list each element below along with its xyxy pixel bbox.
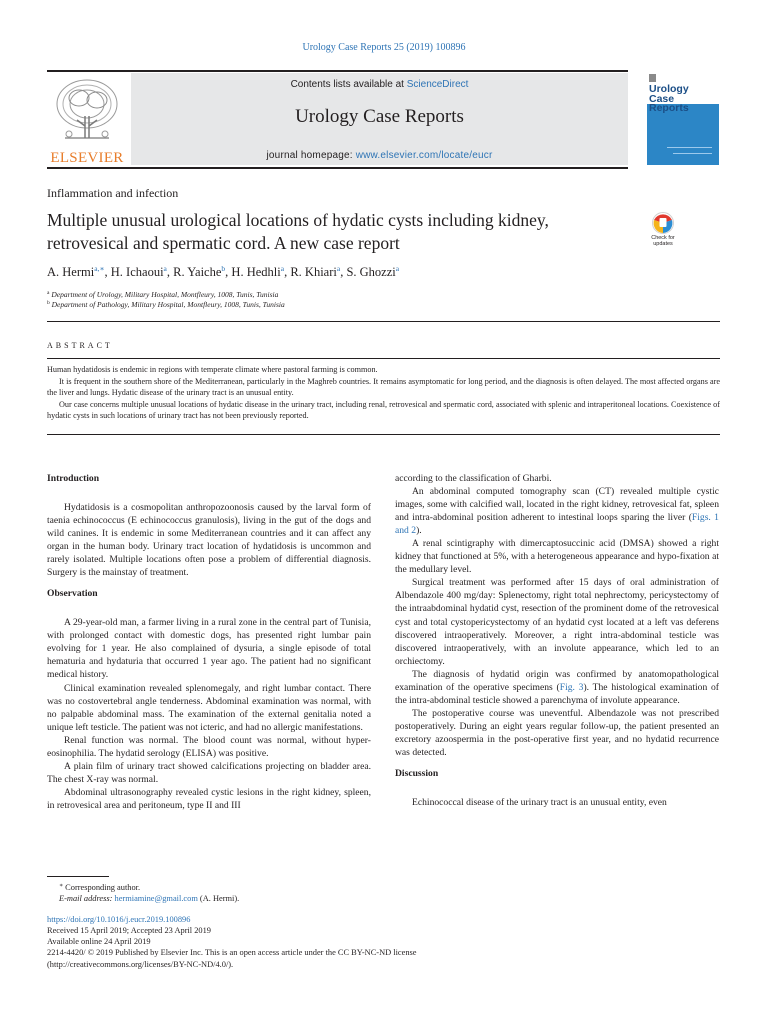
cover-title-line: Reports [649, 102, 689, 114]
email-label: E-mail address: [59, 894, 115, 904]
author-affiliation-mark[interactable]: a [395, 264, 400, 273]
section-divider [47, 321, 720, 322]
license-url: (http://creativecommons.org/licenses/BY-NC-ND/4.0/). [47, 959, 234, 969]
affiliation [47, 300, 285, 309]
abstract-paragraph: Human hydatidosis is endemic in regions with temperate climate where pastoral farming is common. [47, 365, 378, 374]
abstract-paragraph: It is frequent in the southern shore of the Mediterranean, particularly in the Maghreb countries. It remains asymptomatic for long period, and the diagnosis is often delayed. The most affected organs are the liver and lungs. Hydatic disease of the urinary tract is an unusual entity. [47, 376, 720, 397]
author-affiliation-mark[interactable]: b [221, 264, 226, 273]
email-note [47, 893, 507, 904]
journal-title-panel [131, 73, 628, 165]
cover-title [649, 85, 717, 114]
crossmark-icon [645, 211, 681, 236]
author-affiliation-mark[interactable]: a [163, 264, 167, 273]
affiliation-mark: a [47, 290, 50, 296]
author-affiliation-mark[interactable]: a,∗ [94, 264, 105, 273]
body-text: ). The histological examination of the intra-abdominal testicle showed a parenchyma of involute appearance. [395, 681, 719, 706]
article-title [47, 209, 627, 255]
contents-prefix: Contents lists available at [290, 79, 407, 90]
figure-reference-link[interactable]: Figs. 1 and 2 [395, 512, 719, 537]
body-paragraph: according to the classification of Gharbi. [395, 473, 552, 484]
affiliation-text: Department of Pathology, Military Hospital, Montfleury, 1008, Tunis, Tunisia [51, 300, 285, 309]
affiliation [47, 290, 278, 299]
author-name[interactable]: H. Ichaoui [110, 265, 164, 279]
elsevier-tree-icon [51, 76, 123, 146]
title-line: Multiple unusual urological locations of hydatic cysts including kidney, [47, 210, 549, 230]
body-text: ). [416, 525, 422, 537]
cover-title-line: Case [649, 92, 675, 105]
header-bottom-rule [47, 167, 628, 169]
body-paragraph: A renal scintigraphy with dimercaptosuccinic acid (DMSA) showed a right kidney that functioned at 5%, with a heterogeneous appearance and hypo-fixation at the medullary level. [395, 538, 719, 576]
author-name[interactable]: R. Khiari [290, 265, 337, 279]
cover-decoration [667, 147, 712, 151]
contents-line [131, 79, 628, 90]
header-top-rule [47, 70, 628, 72]
crossmark-label [645, 236, 681, 247]
body-paragraph: The postoperative course was uneventful. Albendazole was not prescribed postoperatively. During an eight years regular follow-up, the patient presented an excretory azoospermia in the post-operative first year, and no hydatid recurrence was detected. [395, 707, 719, 758]
journal-citation-link[interactable]: Urology Case Reports 25 (2019) 100896 [302, 42, 466, 53]
abstract-bottom-rule [47, 434, 720, 435]
author-name[interactable]: S. Ghozzi [346, 265, 396, 279]
body-text: The diagnosis of hydatid origin was confirmed by anatomopathological examination of the operative specimens ( [395, 668, 719, 693]
footnote-mark: ∗ [59, 883, 64, 889]
cover-decoration [673, 153, 712, 156]
journal-cover-thumbnail[interactable] [647, 71, 719, 165]
author-name[interactable]: H. Hedhli [231, 265, 281, 279]
affiliation-mark: b [47, 300, 50, 306]
footnote-rule [47, 876, 109, 877]
author-affiliation-mark[interactable]: a [280, 264, 285, 273]
author-name[interactable]: A. Hermi [47, 265, 95, 279]
body-paragraph: Abdominal ultrasonography revealed cystic lesions in the right kidney, spleen, in retrovesical area and peritoneum, type II and III [47, 786, 371, 811]
left-column [47, 472, 371, 812]
abstract-paragraph: Our case concerns multiple unusual locations of hydatic disease in the urinary tract, including renal, retrovesical and spermatic cord, associated with splenic and intraperitoneal locations. Coexistence of hydatic cysts in such locations of urinary tract has not been previously reported. [47, 399, 720, 420]
journal-header [47, 70, 628, 167]
body-paragraph [395, 668, 719, 707]
article-category: Inflammation and infection [47, 186, 179, 200]
author-affiliation-mark[interactable]: a [336, 264, 341, 273]
corresponding-author-note [47, 881, 507, 893]
abstract-heading: ABSTRACT [47, 341, 113, 350]
homepage-line [131, 150, 628, 161]
figure-reference-link[interactable]: Fig. 3 [559, 681, 584, 693]
elsevier-logo [47, 76, 127, 164]
body-text: An abdominal computed tomography scan (CT) revealed multiple cystic images, some with calcified wall, located in the right kidney, retrovesical fat, spleen and intra-abdominal position adherent to intestinal loops sparing the liver ( [395, 486, 719, 524]
cover-title-area [647, 71, 719, 114]
crossmark-label-line: Check for [651, 235, 675, 241]
crossmark-label-line: updates [653, 240, 673, 247]
body-paragraph: Hydatidosis is a cosmopolitan anthropozoonosis caused by the larval form of taenia echinococcus (E echinococcus granulosis), living in the gut of the dogs and wild canines. It is endemic in some Mediterranean countries and it can affect any organ in the human body. Urinary tract location of hydatidosis is uncommon and rarely isolated. Multiple locations often pose a problem of differential diagnosis. Surgery is the mainstay of treatment. [47, 502, 371, 579]
affiliation-text: Department of Urology, Military Hospital, Montfleury, 1008, Tunis, Tunisia [51, 290, 279, 299]
body-paragraph: Echinococcal disease of the urinary tract is an unusual entity, even [412, 797, 667, 809]
elsevier-mini-icon [649, 74, 656, 82]
license-statement: 2214-4420/ © 2019 Published by Elsevier Inc. This is an open access article under the CC BY-NC-ND license [47, 948, 417, 958]
email-suffix: (A. Hermi). [197, 894, 240, 904]
abstract-body [47, 364, 720, 422]
body-paragraph: Clinical examination revealed splenomegaly, and right lumbar contact. There was no costovertebral angle tenderness. Abdominal examination was normal, with no palpable abdominal mass. The examination of the external genitalia noted a unique left testicle. The patient was not icteric, and had no allergic manifestations. [47, 682, 371, 733]
title-line: retrovesical and spermatic cord. A new case report [47, 233, 400, 253]
section-heading-introduction: Introduction [47, 473, 100, 484]
author-list: A. Hermi$^{a,∗}$, H. Ichaoui$^a$, R. Yaiche$^b$, H. Hedhli$^a$, R. Khiari$^a$, S. Ghozzi$^a$ [47, 264, 400, 279]
journal-name: Urology Case Reports [295, 106, 464, 127]
homepage-prefix: journal homepage: [266, 150, 356, 161]
elsevier-wordmark: ELSEVIER [50, 150, 124, 166]
body-paragraph [395, 485, 719, 537]
right-column [395, 472, 719, 809]
section-heading-discussion: Discussion [395, 768, 439, 780]
body-paragraph: Surgical treatment was performed after 15 days of oral administration of Albendazole 400 mg/day: Splenectomy, right total nephrectomy, pericystectomy of the intraabdominal hydatid cyst, resection of the prominent dome of the retrovesical cyst and total cystopericystectomy of an hydatid cyst located at a left vas deferens discovered intraoperatively. Moreover, a right intra-abdominal testicle was discovered intraoperatively, with an involute appearance, which led to an orchiectomy. [395, 577, 719, 667]
author-name[interactable]: R. Yaiche [173, 265, 222, 279]
doi-link[interactable]: https://doi.org/10.1016/j.eucr.2019.100896 [47, 914, 191, 924]
abstract-divider [47, 358, 720, 359]
body-paragraph: A plain film of urinary tract showed calcifications projecting on bladder area. The chest X-ray was normal. [47, 760, 371, 785]
author-email-link[interactable]: hermiamine@gmail.com [114, 894, 198, 904]
section-heading-observation: Observation [47, 588, 98, 600]
sciencedirect-link[interactable]: ScienceDirect [406, 79, 469, 90]
body-paragraph: A 29-year-old man, a farmer living in a rural zone in the central part of Tunisia, with prolonged contact with domestic dogs, has presented right lumbar pain evolving for 1 year. He also complained of dysuria, a single episode of total hematuria and hydaturia that occurred 1 year ago. The patient had no significant medical history. [47, 617, 371, 681]
footnotes [47, 881, 507, 970]
journal-homepage-link[interactable]: www.elsevier.com/locate/eucr [355, 150, 493, 161]
cover-title-line: Urology [649, 83, 689, 95]
body-paragraph: Renal function was normal. The blood count was normal, without hyper-eosinophilia. The hydatid serology (ELISA) was positive. [47, 734, 371, 759]
corresponding-author-text: Corresponding author. [65, 883, 141, 892]
received-dates: Received 15 April 2019; Accepted 23 April 2019 [47, 925, 211, 935]
check-for-updates-button[interactable] [645, 211, 681, 249]
available-online-date: Available online 24 April 2019 [47, 937, 151, 947]
